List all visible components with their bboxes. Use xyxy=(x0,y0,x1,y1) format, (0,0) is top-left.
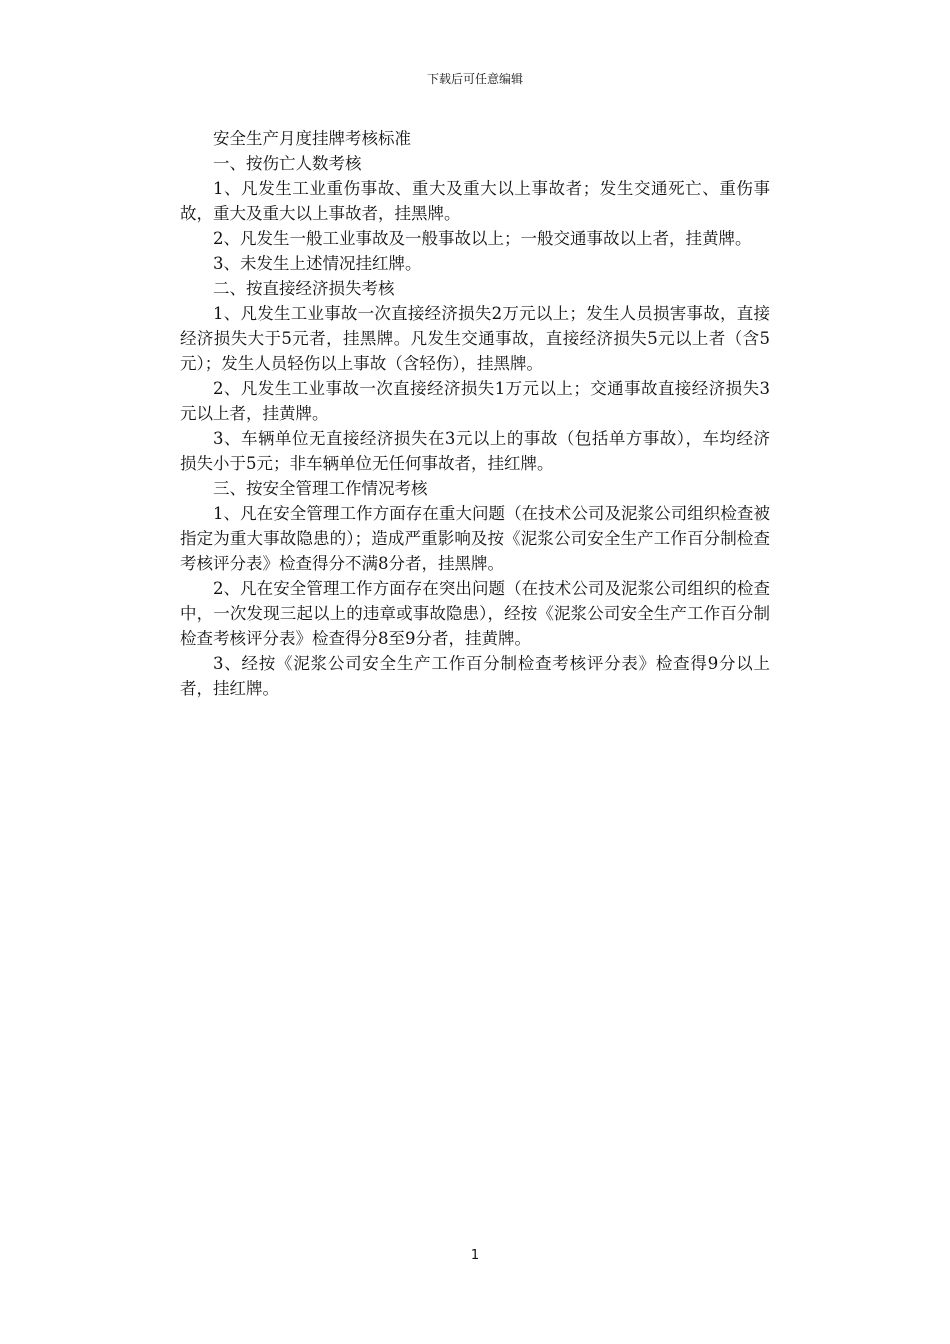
paragraph: 1、凡在安全管理工作方面存在重大问题（在技术公司及泥浆公司组织检查被指定为重大事故隐患的）；造成严重影响及按《泥浆公司安全生产工作百分制检查考核评分表》检查得分不满8分者，挂黑牌。 xyxy=(180,504,770,573)
paragraph: 2、凡发生工业事故一次直接经济损失1万元以上；交通事故直接经济损失3元以上者，挂黄牌。 xyxy=(180,379,770,423)
paragraph: 1、凡发生工业重伤事故、重大及重大以上事故者；发生交通死亡、重伤事故，重大及重大以上事故者，挂黑牌。 xyxy=(180,179,770,223)
paragraph: 3、未发生上述情况挂红牌。 xyxy=(213,254,422,273)
paragraph: 1、凡发生工业事故一次直接经济损失2万元以上；发生人员损害事故，直接经济损失大于5元者，挂黑牌。凡发生交通事故，直接经济损失5元以上者（含5元）；发生人员轻伤以上事故（含轻伤），挂黑牌。 xyxy=(180,304,770,373)
paragraph: 3、经按《泥浆公司安全生产工作百分制检查考核评分表》检查得9分以上者，挂红牌。 xyxy=(180,654,770,698)
paragraph: 2、凡在安全管理工作方面存在突出问题（在技术公司及泥浆公司组织的检查中，一次发现三起以上的违章或事故隐患），经按《泥浆公司安全生产工作百分制检查考核评分表》检查得分8至9分者，挂黄牌。 xyxy=(180,579,770,648)
paragraph: 2、凡发生一般工业事故及一般事故以上；一般交通事故以上者，挂黄牌。 xyxy=(213,229,752,248)
section-heading-1: 一、按伤亡人数考核 xyxy=(213,154,362,173)
page-header: 下载后可任意编辑 xyxy=(426,72,523,86)
paragraph: 3、车辆单位无直接经济损失在3元以上的事故（包括单方事故），车均经济损失小于5元；非车辆单位无任何事故者，挂红牌。 xyxy=(180,429,770,473)
document-body xyxy=(180,126,770,701)
document-title: 安全生产月度挂牌考核标准 xyxy=(213,129,411,148)
page-number: 1 xyxy=(470,1248,480,1263)
section-heading-2: 二、按直接经济损失考核 xyxy=(213,279,395,298)
section-heading-3: 三、按安全管理工作情况考核 xyxy=(213,479,428,498)
